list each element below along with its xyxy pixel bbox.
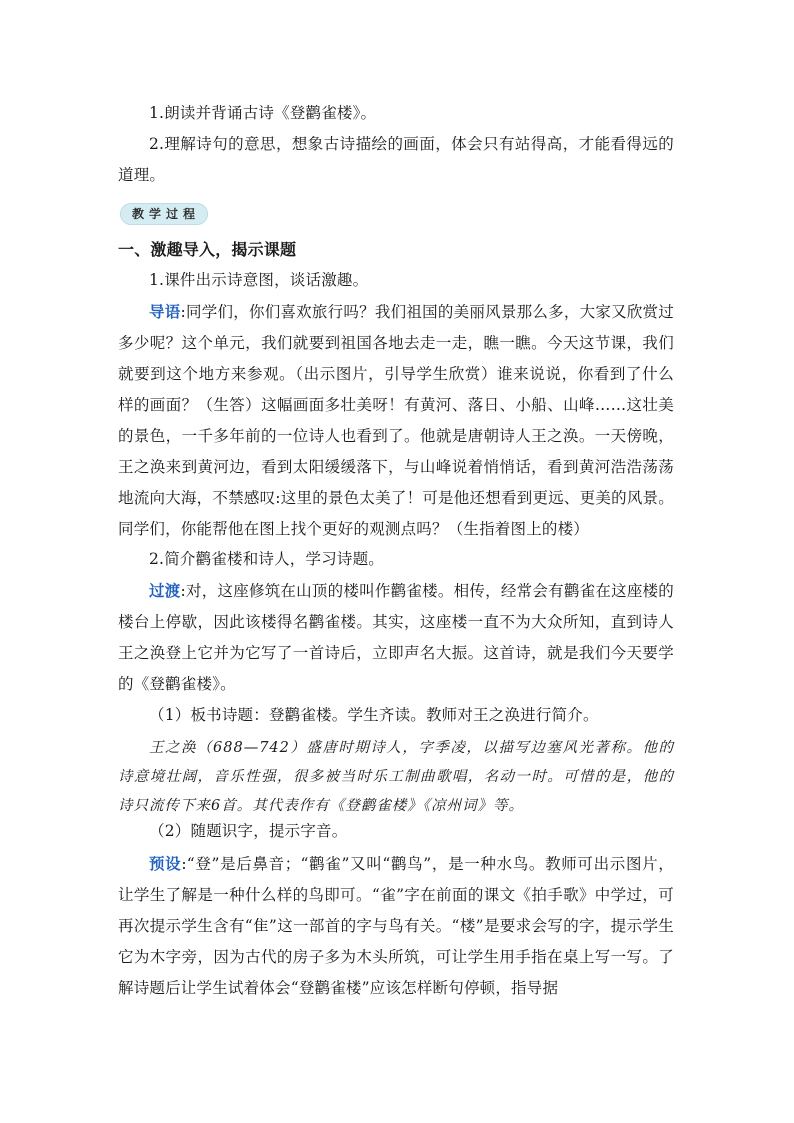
transition-text: :对，这座修筑在山顶的楼叫作鹳雀楼。相传，经常会有鹳雀在这座楼的楼台上停歇，因此该楼得名鹳雀楼。其实，这座楼一直不为大众所知，直到诗人王之涣登上它并为它写了一首诗后，立即声名大振。这首诗，就是我们今天要学的《登鹳雀楼》。 xyxy=(118,582,675,693)
step-1: 1.课件出示诗意图，谈话激趣。 xyxy=(149,271,369,289)
step-2: 2.简介鹳雀楼和诗人，学习诗题。 xyxy=(149,550,384,568)
preset-label: 预设 xyxy=(149,854,182,873)
transition-paragraph xyxy=(118,575,674,700)
objective-1: 1.朗读并背诵古诗《登鹳雀楼》。 xyxy=(149,104,377,122)
guide-label: 导语 xyxy=(149,302,181,321)
section-badge xyxy=(120,203,208,225)
section-badge-label: 教学过程 xyxy=(132,207,201,221)
transition-label: 过渡 xyxy=(149,581,181,600)
objective-2: 2.理解诗句的意思，想象古诗描绘的画面，体会只有站得高，才能看得远的道理。 xyxy=(118,135,674,184)
sub-step-2: （2）随题识字，提示字音。 xyxy=(149,822,348,840)
guide-paragraph xyxy=(118,296,674,545)
poet-bio: 王之涣（688—742）盛唐时期诗人，字季凌，以描写边塞风光著称。他的诗意境壮阔，音乐性强，很多被当时乐工制曲歌唱，名动一时。可惜的是，他的诗只流传下来6首。其代表作有《登鹳雀楼》《凉州词》等。 xyxy=(118,740,674,814)
section-heading: 一、激趣导入，揭示课题 xyxy=(118,240,297,259)
preset-text: :“登”是后鼻音；“鹳雀”又叫“鹳鸟”，是一种水鸟。教师可出示图片，让学生了解是一种什么样的鸟即可。“雀”字在前面的课文《拍手歌》中学过，可再次提示学生含有“隹”这一部首的字与鸟有关。“楼”是要求会写的字，提示学生它为木字旁，因为古代的房子多为木头所筑，可让学生用手指在桌上写一写。了解诗题后让学生试着体会“登鹳雀楼”应该怎样断句停顿，指导据 xyxy=(118,855,674,997)
guide-text: :同学们，你们喜欢旅行吗？我们祖国的美丽风景那么多，大家又欣赏过多少呢？这个单元，我们就要到祖国各地去走一走，瞧一瞧。今天这节课，我们就要到这个地方来参观。（出示图片，引导学生欣赏）谁来说说，你看到了什么样的画面？（生答）这幅画面多壮美呀！有黄河、落日、小船、山峰……这壮美的景色，一千多年前的一位诗人也看到了。他就是唐朝诗人王之涣。一天傍晚，王之涣来到黄河边，看到太阳缓缓落下，与山峰说着悄悄话，看到黄河浩浩荡荡地流向大海，不禁感叹:这里的景色太美了！可是他还想看到更远、更美的风景。同学们，你能帮他在图上找个更好的观测点吗？（生指着图上的楼） xyxy=(118,303,675,538)
preset-paragraph xyxy=(118,848,674,1004)
sub-step-1: （1）板书诗题：登鹳雀楼。学生齐读。教师对王之涣进行简介。 xyxy=(149,706,599,724)
